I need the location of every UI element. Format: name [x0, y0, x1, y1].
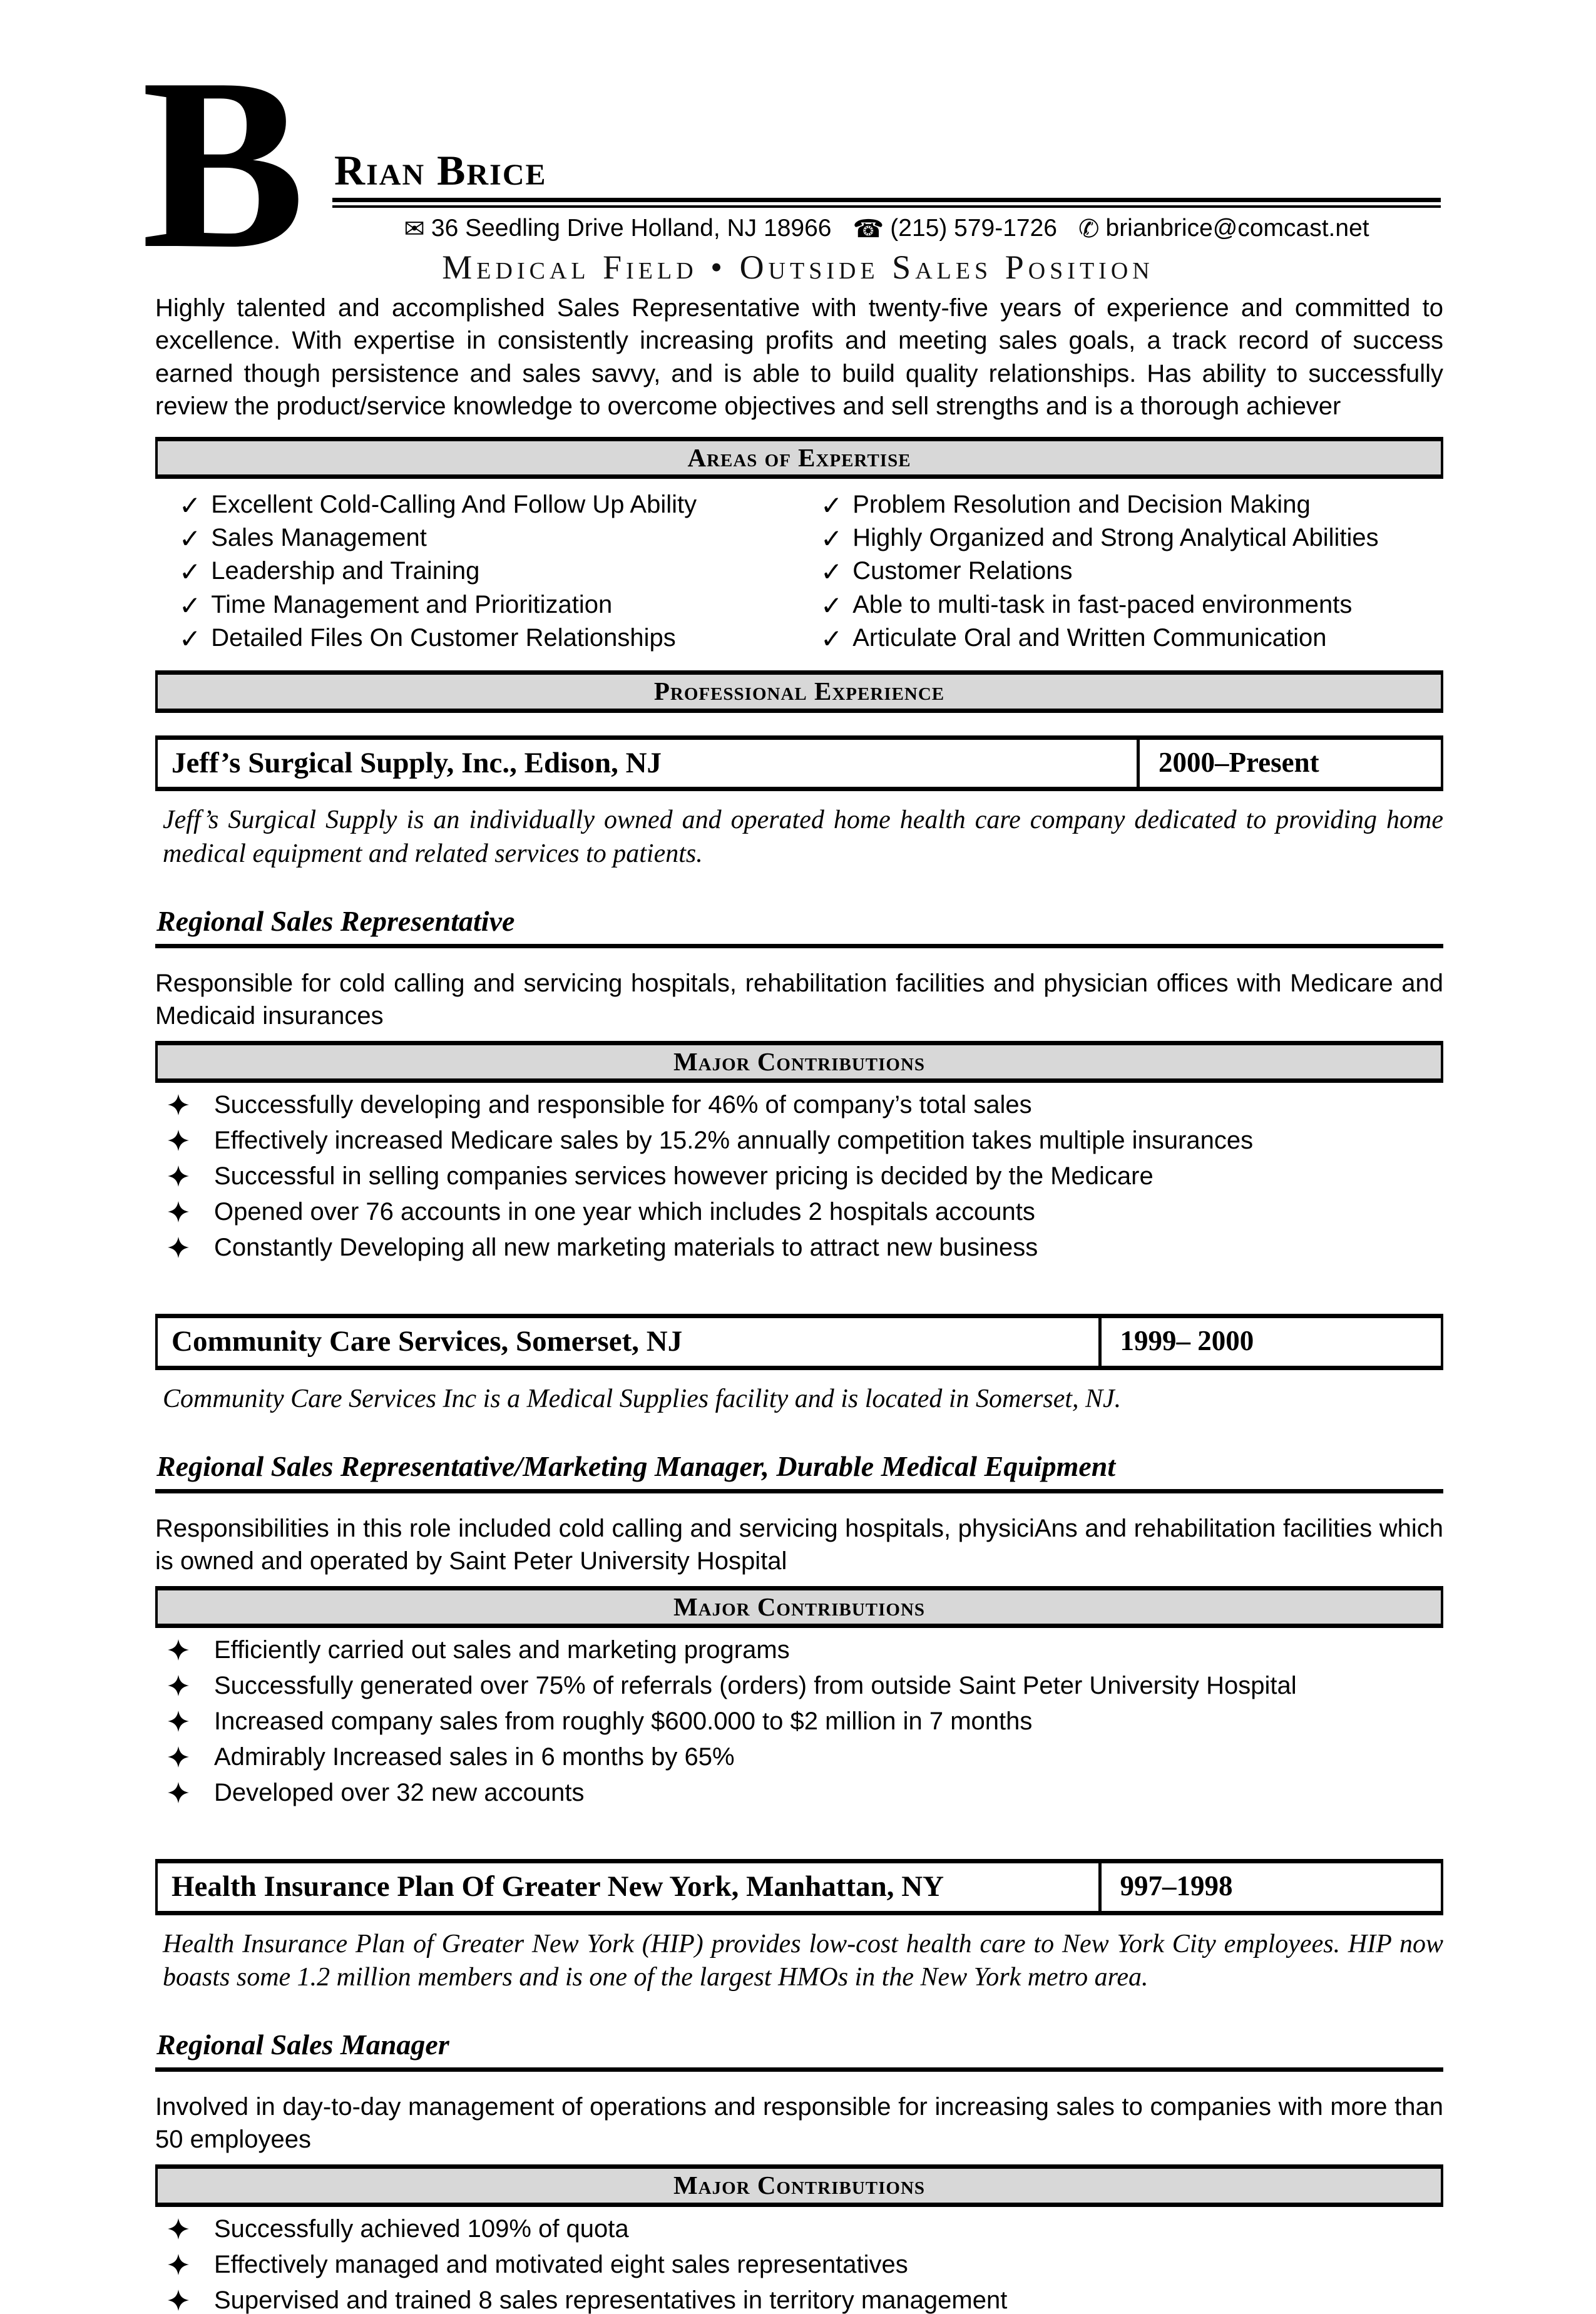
company-name: Community Care Services, Somerset, NJ: [171, 1325, 683, 1358]
role-summary: Responsibilities in this role included cold calling and servicing hospitals, physiciAns and rehabilitation facilities which is owned and operated by Saint Peter University Hospital: [155, 1514, 1443, 1575]
expertise-item-label: Articulate Oral and Written Communication: [852, 624, 1327, 652]
phone-icon: ☎: [852, 215, 884, 243]
check-icon: ✓: [821, 523, 843, 555]
dropcap-letter: B: [141, 28, 302, 299]
expertise-item: [179, 558, 802, 586]
star-bullet-icon: [168, 1128, 189, 1153]
star-bullet-icon: [168, 2216, 189, 2241]
contributions-list: [155, 2215, 1443, 2314]
job-role-title: Regional Sales Manager: [155, 2030, 1443, 2072]
star-bullet-icon: [168, 1637, 189, 1662]
expertise-item-label: Excellent Cold-Calling And Follow Up Ability: [211, 490, 697, 518]
contribution-item: [155, 1162, 1443, 1190]
expertise-grid: [155, 479, 1443, 657]
contribution-text: Constantly Developing all new marketing materials to attract new business: [214, 1234, 1038, 1262]
contribution-item: [155, 1636, 1443, 1664]
resume-header: [0, 0, 1596, 299]
expertise-item: [179, 591, 802, 620]
contribution-text: Successfully generated over 75% of referrals (orders) from outside Saint Peter University Hospital: [214, 1671, 1297, 1699]
expertise-item-label: Customer Relations: [852, 557, 1073, 585]
contribution-item: [155, 1091, 1443, 1119]
star-bullet-icon: [168, 1709, 189, 1734]
expertise-item-label: Leadership and Training: [211, 557, 480, 585]
star-bullet-icon: [168, 1199, 189, 1224]
contribution-item: [155, 1707, 1443, 1735]
job-title-row: [155, 1859, 1443, 1915]
resume-body: [155, 292, 1443, 2314]
company-description: Community Care Services Inc is a Medical Supplies facility and is located in Somerset, NJ.: [163, 1384, 1122, 1413]
star-bullet-icon: [168, 1673, 189, 1698]
check-icon: ✓: [821, 590, 843, 621]
job-title-row: [155, 735, 1443, 792]
contribution-item: [155, 1779, 1443, 1806]
contribution-item: [155, 1672, 1443, 1699]
check-icon: ✓: [179, 556, 202, 588]
section-header-major-contributions: Major Contributions: [155, 2164, 1443, 2206]
star-bullet-icon: [168, 1744, 189, 1769]
role-summary: Involved in day-to-day management of operations and responsible for increasing sales to companies with more than 50 employees: [155, 2093, 1443, 2154]
expertise-item-label: Sales Management: [211, 524, 427, 552]
expertise-item: [821, 591, 1443, 620]
employment-dates: 997–1998: [1098, 1863, 1441, 1911]
section-header-major-contributions: Major Contributions: [155, 1586, 1443, 1628]
company-name: Jeff’s Surgical Supply, Inc., Edison, NJ: [171, 746, 662, 779]
expertise-item-label: Detailed Files On Customer Relationships: [211, 624, 676, 652]
company-name: Health Insurance Plan Of Greater New York, Manhattan, NY: [171, 1870, 944, 1903]
section-header-professional-experience: Professional Experience: [155, 670, 1443, 712]
contribution-item: [155, 2215, 1443, 2243]
employment-dates: 1999– 2000: [1098, 1318, 1441, 1366]
expertise-item: [821, 491, 1443, 520]
address-text: 36 Seedling Drive Holland, NJ 18966: [431, 215, 832, 242]
employment-dates: 2000–Present: [1137, 740, 1441, 787]
expertise-item: [179, 625, 802, 653]
check-icon: ✓: [179, 523, 202, 555]
star-bullet-icon: [168, 1092, 189, 1117]
contribution-text: Effectively increased Medicare sales by 15.2% annually competition takes multiple insurances: [214, 1127, 1254, 1155]
check-icon: ✓: [821, 556, 843, 588]
objective-title: Medical Field • Outside Sales Position: [442, 248, 1154, 286]
expertise-item: [179, 491, 802, 520]
contribution-text: Increased company sales from roughly $600.000 to $2 million in 7 months: [214, 1707, 1033, 1735]
email-icon: ✆: [1078, 215, 1100, 243]
contribution-item: [155, 1743, 1443, 1771]
expertise-item: [821, 525, 1443, 553]
contribution-item: [155, 1127, 1443, 1154]
star-bullet-icon: [168, 1235, 189, 1260]
email-text: brianbrice@comcast.net: [1105, 215, 1369, 242]
job-role-title: Regional Sales Representative: [155, 906, 1443, 948]
expertise-item-label: Highly Organized and Strong Analytical Abilities: [852, 524, 1379, 552]
contribution-text: Successfully developing and responsible for 46% of company’s total sales: [214, 1091, 1032, 1119]
check-icon: ✓: [821, 623, 843, 655]
check-icon: ✓: [179, 489, 202, 521]
contribution-item: [155, 2251, 1443, 2278]
role-summary: Responsible for cold calling and servicing hospitals, rehabilitation facilities and physician offices with Medicare and Medicaid insurances: [155, 970, 1443, 1030]
contribution-item: [155, 2286, 1443, 2314]
contact-line: [332, 215, 1441, 243]
contribution-text: Successfully achieved 109% of quota: [214, 2214, 629, 2243]
header-double-rule: [332, 198, 1441, 208]
contribution-text: Developed over 32 new accounts: [214, 1778, 585, 1806]
contribution-text: Successful in selling companies services however pricing is decided by the Medicare: [214, 1162, 1154, 1190]
star-bullet-icon: [168, 1164, 189, 1189]
job-entry: [155, 1859, 1443, 2314]
contribution-text: Supervised and trained 8 sales representatives in territory management: [214, 2286, 1008, 2314]
check-icon: ✓: [821, 489, 843, 521]
job-title-row: [155, 1314, 1443, 1370]
contribution-text: Opened over 76 accounts in one year which includes 2 hospitals accounts: [214, 1198, 1035, 1226]
expertise-item: [179, 525, 802, 553]
expertise-item-label: Problem Resolution and Decision Making: [852, 490, 1311, 518]
job-entry: [155, 735, 1443, 1262]
contribution-text: Effectively managed and motivated eight sales representatives: [214, 2250, 908, 2278]
check-icon: ✓: [179, 623, 202, 655]
phone-text: (215) 579-1726: [890, 215, 1057, 242]
check-icon: ✓: [179, 590, 202, 621]
star-bullet-icon: [168, 2288, 189, 2313]
section-header-major-contributions: Major Contributions: [155, 1041, 1443, 1083]
expertise-right-column: [821, 486, 1443, 653]
summary-paragraph: Highly talented and accomplished Sales Representative with twenty-five years of experience and committed to excellence. With expertise in consistently increasing profits and meeting sales goals, a track record of success earned though persistence and sales savvy, and is able to build quality relationships. Has ability to successfully review the product/service knowledge to overcome objectives and sell strengths and is a thorough achiever: [155, 294, 1443, 421]
expertise-item-label: Time Management and Prioritization: [211, 590, 613, 618]
job-role-title: Regional Sales Representative/Marketing Manager, Durable Medical Equipment: [155, 1451, 1443, 1493]
contribution-item: [155, 1198, 1443, 1226]
star-bullet-icon: [168, 2252, 189, 2277]
expertise-left-column: [179, 486, 802, 653]
contribution-text: Efficiently carried out sales and marketing programs: [214, 1636, 790, 1664]
expertise-item: [821, 558, 1443, 586]
contribution-item: [155, 1234, 1443, 1261]
contribution-text: Admirably Increased sales in 6 months by 65%: [214, 1743, 735, 1771]
mail-icon: ✉: [404, 215, 425, 243]
company-description: Health Insurance Plan of Greater New York (HIP) provides low-cost health care to New York City employees. HIP now boasts some 1.2 million members and is one of the largest HMOs in the New York metro area.: [163, 1929, 1443, 1992]
company-description: Jeff’s Surgical Supply is an individually owned and operated home health care company dedicated to providing home medical equipment and related services to patients.: [163, 806, 1443, 868]
star-bullet-icon: [168, 1780, 189, 1805]
candidate-name: Rian Brice: [334, 146, 547, 194]
contributions-list: [155, 1636, 1443, 1806]
job-entry: [155, 1314, 1443, 1806]
contributions-list: [155, 1091, 1443, 1261]
expertise-item: [821, 625, 1443, 653]
expertise-item-label: Able to multi-task in fast-paced environments: [852, 590, 1353, 618]
section-header-areas-of-expertise: Areas of Expertise: [155, 437, 1443, 479]
